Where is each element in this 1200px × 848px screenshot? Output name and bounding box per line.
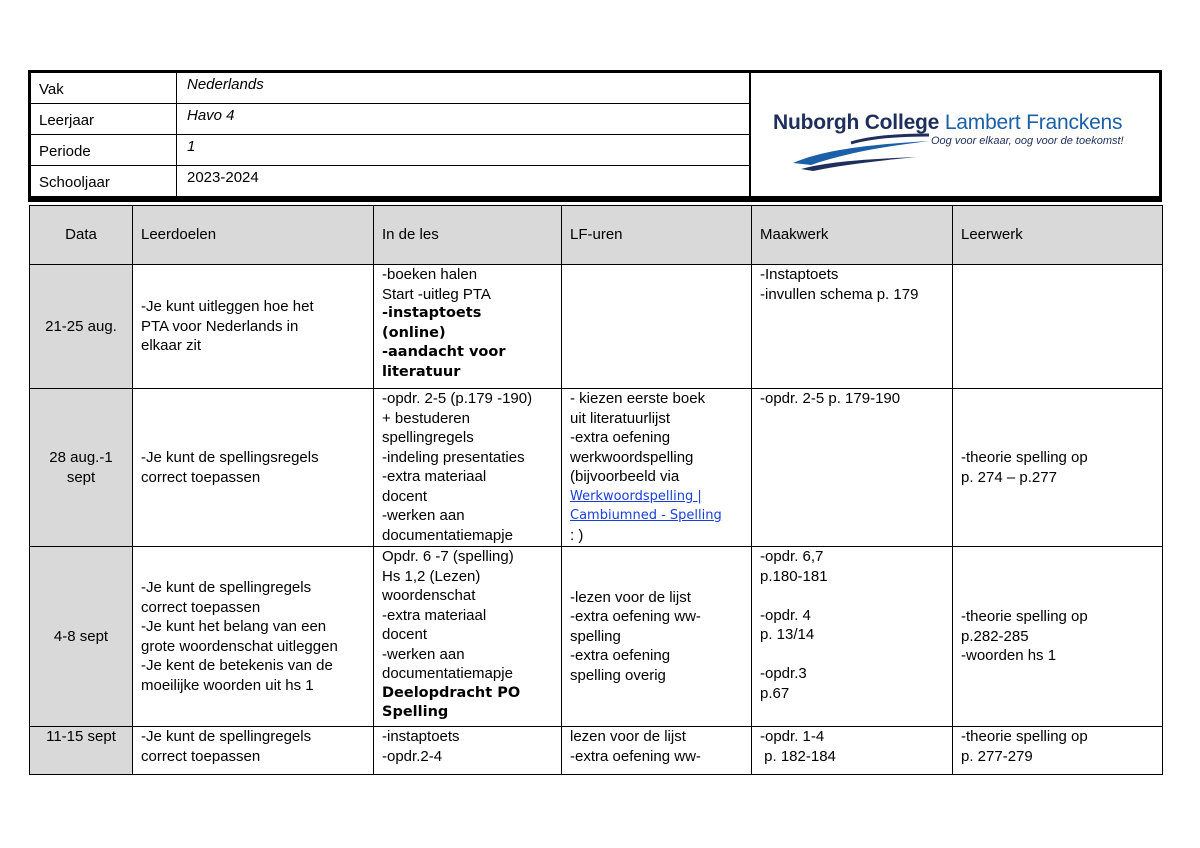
school-name-bold: Nuborgh College — [773, 111, 940, 134]
cell-line: -extra materiaal — [382, 468, 487, 485]
cell-line: documentatiemapje — [382, 526, 513, 544]
school-name-light: Lambert Franckens — [944, 111, 1123, 134]
cell-lf-uren — [562, 727, 752, 775]
info-label: Leerjaar — [31, 104, 177, 134]
cell-in-de-les — [374, 547, 562, 727]
cell-line: -woorden hs 1 — [961, 647, 1057, 665]
info-row-leerjaar — [31, 104, 749, 135]
cell-in-de-les — [374, 389, 562, 547]
course-info — [31, 73, 751, 196]
cell-leerdoelen — [133, 389, 374, 547]
cell-gap — [760, 586, 944, 606]
cell-line: -extra materiaal — [382, 606, 487, 624]
swoosh-icon — [791, 131, 931, 171]
cell-line: -opdr. 2-5 (p.179 -190) — [382, 390, 533, 407]
cell-lf-uren — [562, 265, 752, 389]
cell-line: Start -uitleg PTA — [382, 285, 491, 303]
cell-line: -boeken halen — [382, 266, 478, 283]
col-header-in-de-les: In de les — [374, 206, 562, 265]
col-header-leerdoelen: Leerdoelen — [133, 206, 374, 265]
cell-line: (bijvoorbeeld via — [570, 468, 680, 485]
cell-line: woordenschat — [382, 587, 476, 604]
cell-line: docent — [382, 487, 428, 505]
cell-line: uit literatuurlijst — [570, 409, 671, 427]
cell-line: -Je kunt de spellingsregels — [141, 449, 319, 466]
cell-line: -invullen schema p. 179 — [760, 285, 919, 303]
info-value: 1 — [187, 138, 196, 155]
table-header-row — [30, 206, 1163, 265]
schedule-table — [29, 205, 1163, 775]
table-row — [30, 265, 1163, 389]
cell-line-bold: Spelling — [382, 704, 449, 720]
cell-line: -werken aan — [382, 645, 465, 663]
cell-line: -Instaptoets — [760, 266, 839, 283]
cell-line: p.180-181 — [760, 567, 828, 585]
cell-gap — [760, 645, 944, 665]
cell-leerwerk — [953, 265, 1163, 389]
cell-line: moeilijke woorden uit hs 1 — [141, 676, 314, 694]
row-date: 21-25 aug. — [30, 265, 133, 389]
cell-line: elkaar zit — [141, 337, 202, 355]
col-header-data: Data — [30, 206, 133, 265]
cell-line: -Je kunt uitleggen hoe het — [141, 298, 314, 316]
cell-line: : ) — [570, 526, 584, 544]
info-row-schooljaar — [31, 166, 749, 196]
course-header — [28, 70, 1162, 202]
cell-line: p.67 — [760, 684, 790, 702]
row-date: 4-8 sept — [30, 547, 133, 727]
cell-line: grote woordenschat uitleggen — [141, 637, 338, 655]
cell-line: -Je kent de betekenis van de — [141, 657, 333, 674]
school-logo — [751, 73, 1159, 196]
cell-line: -indeling presentaties — [382, 448, 525, 466]
cell-line-bold: Deelopdracht PO — [382, 684, 521, 701]
cell-line: Hs 1,2 (Lezen) — [382, 567, 481, 585]
cell-line: documentatiemapje — [382, 665, 513, 682]
spelling-link[interactable]: Werkwoordspelling | — [570, 488, 702, 504]
cell-line: -Je kunt het belang van een — [141, 618, 327, 635]
cell-line: -opdr. 1-4 — [760, 728, 825, 745]
cell-line: -opdr.2-4 — [382, 747, 443, 765]
cell-line: correct toepassen — [141, 598, 261, 616]
cell-line: PTA voor Nederlands in — [141, 317, 299, 335]
cell-line: -instaptoets — [382, 728, 460, 745]
info-row-periode — [31, 135, 749, 166]
info-label: Schooljaar — [31, 166, 177, 196]
cell-line: werkwoordspelling — [570, 448, 694, 466]
cell-line: -lezen voor de lijst — [570, 588, 691, 606]
cell-leerdoelen — [133, 265, 374, 389]
cell-line-bold: -aandacht voor — [382, 344, 506, 360]
cell-leerwerk — [953, 389, 1163, 547]
cell-line: -extra oefening ww- — [570, 608, 701, 626]
cell-line: -opdr. 4 — [760, 606, 811, 624]
cell-line: - kiezen eerste boek — [570, 390, 706, 407]
spelling-link[interactable]: Cambiumned - Spelling — [570, 508, 722, 523]
info-label: Vak — [31, 73, 177, 103]
info-value: 2023-2024 — [187, 169, 259, 186]
cell-line: -werken aan — [382, 507, 465, 524]
cell-line: -Je kunt de spellingregels — [141, 728, 312, 745]
cell-line: p. 13/14 — [760, 626, 815, 643]
cell-line: correct toepassen — [141, 468, 261, 486]
cell-line: -extra oefening — [570, 429, 671, 446]
cell-in-de-les — [374, 727, 562, 775]
cell-leerwerk — [953, 727, 1163, 775]
cell-in-de-les — [374, 265, 562, 389]
cell-line: -extra oefening ww- — [570, 747, 701, 765]
row-date: 28 aug.-1 sept — [30, 389, 133, 547]
cell-maakwerk — [752, 265, 953, 389]
school-tagline: Oog voor elkaar, oog voor de toekomst! — [931, 135, 1124, 147]
cell-line: -theorie spelling op — [961, 449, 1088, 466]
cell-leerdoelen — [133, 547, 374, 727]
info-value: Nederlands — [187, 76, 264, 93]
cell-line: -extra oefening — [570, 647, 671, 665]
col-header-leerwerk: Leerwerk — [953, 206, 1163, 265]
table-row — [30, 727, 1163, 775]
cell-line-bold: literatuur — [382, 363, 461, 380]
cell-line: -theorie spelling op — [961, 608, 1088, 626]
cell-leerwerk — [953, 547, 1163, 727]
cell-line: correct toepassen — [141, 747, 261, 765]
cell-line: lezen voor de lijst — [570, 728, 686, 745]
cell-line-bold: -instaptoets — [382, 305, 482, 321]
cell-line: spellingregels — [382, 429, 474, 446]
cell-line: p. 274 – p.277 — [961, 468, 1057, 486]
cell-lf-uren — [562, 547, 752, 727]
cell-line: -opdr.3 — [760, 665, 807, 682]
cell-line: spelling — [570, 627, 621, 645]
table-row — [30, 389, 1163, 547]
col-header-lf-uren: LF-uren — [562, 206, 752, 265]
table-row — [30, 547, 1163, 727]
cell-maakwerk — [752, 727, 953, 775]
cell-line: -opdr. 2-5 p. 179-190 — [760, 390, 901, 407]
cell-line: -Je kunt de spellingregels — [141, 579, 312, 596]
cell-maakwerk — [752, 389, 953, 547]
cell-line: -opdr. 6,7 — [760, 548, 824, 565]
col-header-maakwerk: Maakwerk — [752, 206, 953, 265]
info-value: Havo 4 — [187, 107, 235, 124]
cell-line-bold: (online) — [382, 324, 446, 341]
cell-maakwerk — [752, 547, 953, 727]
cell-line: p. 277-279 — [961, 747, 1033, 765]
cell-lf-uren — [562, 389, 752, 547]
info-label: Periode — [31, 135, 177, 165]
cell-line: + bestuderen — [382, 409, 470, 427]
cell-line: p. 182-184 — [760, 747, 836, 765]
cell-line: -theorie spelling op — [961, 728, 1088, 745]
cell-line: spelling overig — [570, 666, 666, 684]
cell-line: p.282-285 — [961, 627, 1029, 645]
cell-line: docent — [382, 626, 428, 643]
cell-leerdoelen — [133, 727, 374, 775]
info-row-vak — [31, 73, 749, 104]
row-date: 11-15 sept — [30, 727, 133, 775]
cell-line: Opdr. 6 -7 (spelling) — [382, 548, 514, 565]
